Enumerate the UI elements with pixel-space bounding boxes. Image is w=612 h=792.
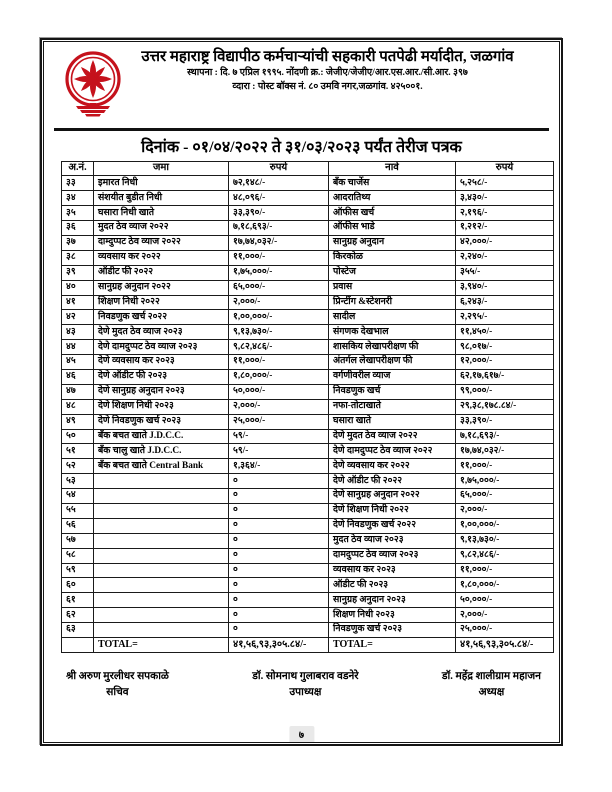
cell-credit-account: बँक बचत खाते J.D.C.C. <box>94 429 229 444</box>
table-row <box>62 429 554 444</box>
cell-credit-amount: ७२,१४८/- <box>229 176 329 191</box>
cell-debit-account: देणे निवडणुक खर्च २०२२ <box>329 518 456 533</box>
cell-credit-account: देणे मुदत ठेव व्याज २०२३ <box>94 325 229 340</box>
signatory-name: श्री अरुण मुरलीधर सपकाळे <box>66 670 169 682</box>
cell-debit-account: प्रिन्टींग &स्टेशनरी <box>329 295 456 310</box>
cell-serial-number <box>62 638 94 653</box>
cell-serial-number: ६० <box>62 578 94 593</box>
table-row <box>62 250 554 265</box>
cell-credit-account: दाम्दुप्पट ठेव व्याज २०२२ <box>94 235 229 250</box>
cell-debit-amount: ४२,०००/- <box>456 235 554 250</box>
cell-debit-account: देणे दामदुप्पट ठेव व्याज २०२२ <box>329 444 456 459</box>
cell-debit-amount: ३,४३०/- <box>456 191 554 206</box>
cell-debit-account: सादील <box>329 310 456 325</box>
cell-credit-account: देणे सानुग्रह अनुदान २०२३ <box>94 384 229 399</box>
cell-debit-amount: ३३,३९०/- <box>456 414 554 429</box>
cell-debit-account: किरकोळ <box>329 250 456 265</box>
signatory-name: डॉ. सोमनाथ गुलाबराव वडनेरे <box>252 670 359 682</box>
total-label: TOTAL= <box>329 638 456 653</box>
cell-credit-amount: १,७५,०००/- <box>229 265 329 280</box>
table-row <box>62 295 554 310</box>
table-row <box>62 176 554 191</box>
cell-serial-number: ५६ <box>62 518 94 533</box>
cell-serial-number: ४४ <box>62 340 94 355</box>
cell-debit-amount: १२,०००/- <box>456 355 554 370</box>
table-total-row <box>62 638 554 653</box>
cell-credit-account <box>94 563 229 578</box>
table-row <box>62 563 554 578</box>
table-row <box>62 235 554 250</box>
cell-credit-account: देणे व्यवसाय कर २०२३ <box>94 355 229 370</box>
cell-credit-account: संशयीत बुडीत निधी <box>94 191 229 206</box>
cell-debit-account: प्रवास <box>329 280 456 295</box>
cell-debit-account: सानुग्रह अनुदान २०२३ <box>329 593 456 608</box>
signatory-name: डॉ. महेंद्र शालीग्राम महाजन <box>441 670 541 682</box>
cell-debit-amount: १,८०,०००/- <box>456 578 554 593</box>
total-amount: ४१,५६,९३,३०५.८४/- <box>229 638 329 653</box>
cell-debit-amount: ६५,०००/- <box>456 489 554 504</box>
page-content <box>43 41 560 743</box>
cell-debit-account: दामदुप्पट ठेव व्याज २०२३ <box>329 548 456 563</box>
cell-debit-account: मुदत ठेव व्याज २०२३ <box>329 533 456 548</box>
cell-debit-amount: २९,३८,१७८.८४/- <box>456 399 554 414</box>
cell-debit-account: ऑफीस भाडे <box>329 221 456 236</box>
table-row <box>62 280 554 295</box>
cell-credit-account <box>94 623 229 638</box>
cell-credit-account <box>94 474 229 489</box>
page-number-badge: ७ <box>289 726 314 743</box>
cell-serial-number: ५९ <box>62 563 94 578</box>
cell-credit-account: मुदत ठेव व्याज २०२२ <box>94 221 229 236</box>
table-header-row <box>62 161 554 176</box>
cell-credit-amount: ६५,०००/- <box>229 280 329 295</box>
cell-serial-number: ४७ <box>62 384 94 399</box>
cell-debit-amount: ६,२४३/- <box>456 295 554 310</box>
table-row <box>62 310 554 325</box>
cell-credit-amount: ० <box>229 608 329 623</box>
table-row <box>62 459 554 474</box>
cell-serial-number: ५० <box>62 429 94 444</box>
cell-debit-amount: ५०,०००/- <box>456 593 554 608</box>
cell-serial-number: ४१ <box>62 295 94 310</box>
cell-debit-amount: १,००,०००/- <box>456 518 554 533</box>
cell-credit-account: इमारत निधी <box>94 176 229 191</box>
cell-credit-account: घसारा निधी खाते <box>94 206 229 221</box>
cell-credit-amount: ९,८२,४८६/- <box>229 340 329 355</box>
cell-debit-account: व्यवसाय कर २०२३ <box>329 563 456 578</box>
cell-serial-number: ५८ <box>62 548 94 563</box>
cell-serial-number: ५१ <box>62 444 94 459</box>
cell-serial-number: ४९ <box>62 414 94 429</box>
cell-debit-amount: ११,०००/- <box>456 563 554 578</box>
cell-credit-amount: १७,७४,०३२/- <box>229 235 329 250</box>
cell-credit-account: देणे दामदुप्पट ठेव व्याज २०२३ <box>94 340 229 355</box>
col-header-credit-amount: रुपये <box>229 161 329 176</box>
cell-credit-account: सानुग्रह अनुदान २०२२ <box>94 280 229 295</box>
cell-credit-account <box>94 608 229 623</box>
cell-credit-amount: ० <box>229 518 329 533</box>
letterhead-text <box>130 48 551 94</box>
cell-debit-account: निवडणुक खर्च २०२३ <box>329 623 456 638</box>
col-header-credit: जमा <box>94 161 229 176</box>
table-row <box>62 265 554 280</box>
cell-serial-number: ३७ <box>62 235 94 250</box>
cell-debit-account: देणे सानुग्रह अनुदान २०२२ <box>329 489 456 504</box>
cell-credit-account: व्यवसाय कर २०२२ <box>94 250 229 265</box>
trial-balance-table <box>61 161 554 653</box>
table-row <box>62 191 554 206</box>
cell-credit-account <box>94 578 229 593</box>
table-row <box>62 444 554 459</box>
cell-credit-account: बँक बचत खाते Central Bank <box>94 459 229 474</box>
table-row <box>62 384 554 399</box>
col-header-serial: अ.नं. <box>62 161 94 176</box>
page-border-frame <box>40 38 563 746</box>
cell-debit-amount: ९,८२,४८६/- <box>456 548 554 563</box>
table-row <box>62 369 554 384</box>
cell-debit-amount: २५,०००/- <box>456 623 554 638</box>
table-row <box>62 474 554 489</box>
total-label: TOTAL= <box>94 638 229 653</box>
cell-credit-amount: ५९/- <box>229 429 329 444</box>
cell-debit-account: ऑफीस खर्च <box>329 206 456 221</box>
cell-serial-number: ३८ <box>62 250 94 265</box>
cell-credit-amount: ५९/- <box>229 444 329 459</box>
table-row <box>62 399 554 414</box>
cell-credit-amount: ० <box>229 533 329 548</box>
signatory-role: सचिव <box>106 686 129 698</box>
cell-debit-amount: ११,४५०/- <box>456 325 554 340</box>
cell-serial-number: ४५ <box>62 355 94 370</box>
cell-credit-account <box>94 503 229 518</box>
cell-debit-amount: ५,२५८/- <box>456 176 554 191</box>
cell-credit-account <box>94 533 229 548</box>
cell-credit-account: ऑडीट फी २०२२ <box>94 265 229 280</box>
cell-debit-account: संगणक देखभाल <box>329 325 456 340</box>
cell-serial-number: ५२ <box>62 459 94 474</box>
cell-serial-number: ५३ <box>62 474 94 489</box>
cell-debit-account: सानुग्रह अनुदान <box>329 235 456 250</box>
cell-serial-number: ३५ <box>62 206 94 221</box>
table-row <box>62 355 554 370</box>
cell-credit-account <box>94 548 229 563</box>
org-name: उत्तर महाराष्ट्र विद्यापीठ कर्मचाऱ्यांची सहकारी पतपेढी मर्यादीत, जळगांव <box>141 49 514 65</box>
header-divider <box>54 128 549 131</box>
cell-credit-account: देणे शिक्षण निधी २०२३ <box>94 399 229 414</box>
cell-debit-account: देणे व्यवसाय कर २०२२ <box>329 459 456 474</box>
cell-credit-amount: १,३६४/- <box>229 459 329 474</box>
cell-debit-account: देणे ऑडीट फी २०२२ <box>329 474 456 489</box>
signature-secretary <box>66 669 169 699</box>
cell-credit-account <box>94 518 229 533</box>
cell-credit-amount: ० <box>229 489 329 504</box>
cell-serial-number: ४८ <box>62 399 94 414</box>
page-title: दिनांक - ०१/०४/२०२२ ते ३१/०३/२०२३ पर्यंत तेरीज पत्रक <box>141 138 462 156</box>
table-row <box>62 608 554 623</box>
letterhead <box>52 48 551 125</box>
col-header-debit: नावे <box>329 161 456 176</box>
cell-credit-amount: १,००,०००/- <box>229 310 329 325</box>
cell-credit-amount: ३३,३९०/- <box>229 206 329 221</box>
cell-credit-amount: ० <box>229 548 329 563</box>
signatory-role: उपाध्यक्ष <box>289 686 322 698</box>
cell-credit-amount: २५,०००/- <box>229 414 329 429</box>
table-row <box>62 533 554 548</box>
cell-debit-amount: ७,१८,६९३/- <box>456 429 554 444</box>
cell-debit-amount: २,२४०/- <box>456 250 554 265</box>
cell-serial-number: ३९ <box>62 265 94 280</box>
cell-credit-amount: ११,०००/- <box>229 355 329 370</box>
cell-serial-number: ५७ <box>62 533 94 548</box>
table-row <box>62 518 554 533</box>
signatory-role: अध्यक्ष <box>478 686 505 698</box>
cell-credit-amount: ७,१८,६९३/- <box>229 221 329 236</box>
cell-credit-account: बँक चालु खाते J.D.C.C. <box>94 444 229 459</box>
cell-debit-amount: ११,०००/- <box>456 459 554 474</box>
cell-credit-amount: ५०,०००/- <box>229 384 329 399</box>
total-amount: ४१,५६,९३,३०५.८४/- <box>456 638 554 653</box>
cell-credit-amount: ४८,०९६/- <box>229 191 329 206</box>
signature-president <box>442 669 541 699</box>
table-row <box>62 623 554 638</box>
col-header-debit-amount: रुपये <box>456 161 554 176</box>
cell-credit-amount: ९,१३,७३०/- <box>229 325 329 340</box>
cell-debit-account: निवडणुक खर्च <box>329 384 456 399</box>
cell-debit-amount: २,०००/- <box>456 608 554 623</box>
cell-credit-account: निवडणुक खर्च २०२२ <box>94 310 229 325</box>
cell-debit-amount: १७,७४,०३२/- <box>456 444 554 459</box>
cell-serial-number: ४६ <box>62 369 94 384</box>
cell-debit-amount: १,७५,०००/- <box>456 474 554 489</box>
cell-debit-account: नफा-तोटाखाते <box>329 399 456 414</box>
balance-table-body <box>62 176 554 653</box>
society-logo <box>52 48 130 125</box>
cell-debit-account: ऑडीट फी २०२३ <box>329 578 456 593</box>
cell-debit-amount: ६२,१७,६१७/- <box>456 369 554 384</box>
cell-credit-amount: २,०००/- <box>229 399 329 414</box>
cell-debit-amount: २,०००/- <box>456 503 554 518</box>
cell-debit-account: पोस्टेज <box>329 265 456 280</box>
cell-serial-number: ५५ <box>62 503 94 518</box>
cell-credit-amount: ० <box>229 563 329 578</box>
cell-serial-number: ३३ <box>62 176 94 191</box>
table-row <box>62 340 554 355</box>
cell-debit-amount: ९,१३,७३०/- <box>456 533 554 548</box>
table-row <box>62 593 554 608</box>
cell-serial-number: ६१ <box>62 593 94 608</box>
society-emblem-icon <box>62 50 124 120</box>
cell-debit-account: आदरातिथ्य <box>329 191 456 206</box>
cell-debit-amount: ३५५/- <box>456 265 554 280</box>
cell-debit-amount: ९८,०१७/- <box>456 340 554 355</box>
cell-debit-account: देणे शिक्षण निधी २०२२ <box>329 503 456 518</box>
cell-debit-account: शासकिय लेखापरीक्षण फी <box>329 340 456 355</box>
signature-row <box>66 669 541 699</box>
cell-serial-number: ६३ <box>62 623 94 638</box>
cell-credit-amount: ० <box>229 474 329 489</box>
cell-debit-amount: २,१९६/- <box>456 206 554 221</box>
cell-debit-account: अंतर्गल लेखापरीक्षण फी <box>329 355 456 370</box>
cell-serial-number: ४० <box>62 280 94 295</box>
table-row <box>62 221 554 236</box>
cell-debit-amount: ३,९४०/- <box>456 280 554 295</box>
cell-debit-account: देणे मुदत ठेव व्याज २०२२ <box>329 429 456 444</box>
cell-debit-amount: ९९,०००/- <box>456 384 554 399</box>
cell-serial-number: ३६ <box>62 221 94 236</box>
cell-debit-account: बँक चार्जेस <box>329 176 456 191</box>
table-row <box>62 414 554 429</box>
cell-serial-number: ६२ <box>62 608 94 623</box>
cell-debit-account: घसारा खाते <box>329 414 456 429</box>
cell-debit-account: शिक्षण निधी २०२३ <box>329 608 456 623</box>
cell-credit-amount: ० <box>229 623 329 638</box>
cell-credit-amount: २,०००/- <box>229 295 329 310</box>
address-line: व्दारा : पोस्ट बॉक्स नं. ८० उमवि नगर,जळगांव. ४२५००१. <box>232 81 423 92</box>
cell-credit-amount: ० <box>229 578 329 593</box>
cell-credit-account <box>94 489 229 504</box>
table-row <box>62 489 554 504</box>
cell-debit-account: वर्गणीवरील व्याज <box>329 369 456 384</box>
cell-credit-amount: १,८०,०००/- <box>229 369 329 384</box>
table-row <box>62 325 554 340</box>
cell-credit-amount: ० <box>229 503 329 518</box>
cell-credit-account: देणे ऑडीट फी २०२३ <box>94 369 229 384</box>
cell-credit-amount: ११,०००/- <box>229 250 329 265</box>
table-row <box>62 503 554 518</box>
cell-credit-amount: ० <box>229 593 329 608</box>
cell-serial-number: ४३ <box>62 325 94 340</box>
cell-serial-number: ३४ <box>62 191 94 206</box>
cell-debit-amount: २,२९५/- <box>456 310 554 325</box>
cell-credit-account: शिक्षण निधी २०२२ <box>94 295 229 310</box>
table-row <box>62 206 554 221</box>
signature-vice-president <box>252 669 358 699</box>
cell-credit-account: देणे निवडणुक खर्च २०२३ <box>94 414 229 429</box>
cell-credit-account <box>94 593 229 608</box>
table-row <box>62 578 554 593</box>
establishment-line: स्थापना : दि. ७ एप्रिल १९९५. नोंदणी क्र.: जेजीए/जेजीए/आर.एस.आर./सी.आर. ३९७ <box>187 67 468 78</box>
cell-debit-amount: १,२१२/- <box>456 221 554 236</box>
table-row <box>62 548 554 563</box>
cell-serial-number: ४२ <box>62 310 94 325</box>
cell-serial-number: ५४ <box>62 489 94 504</box>
